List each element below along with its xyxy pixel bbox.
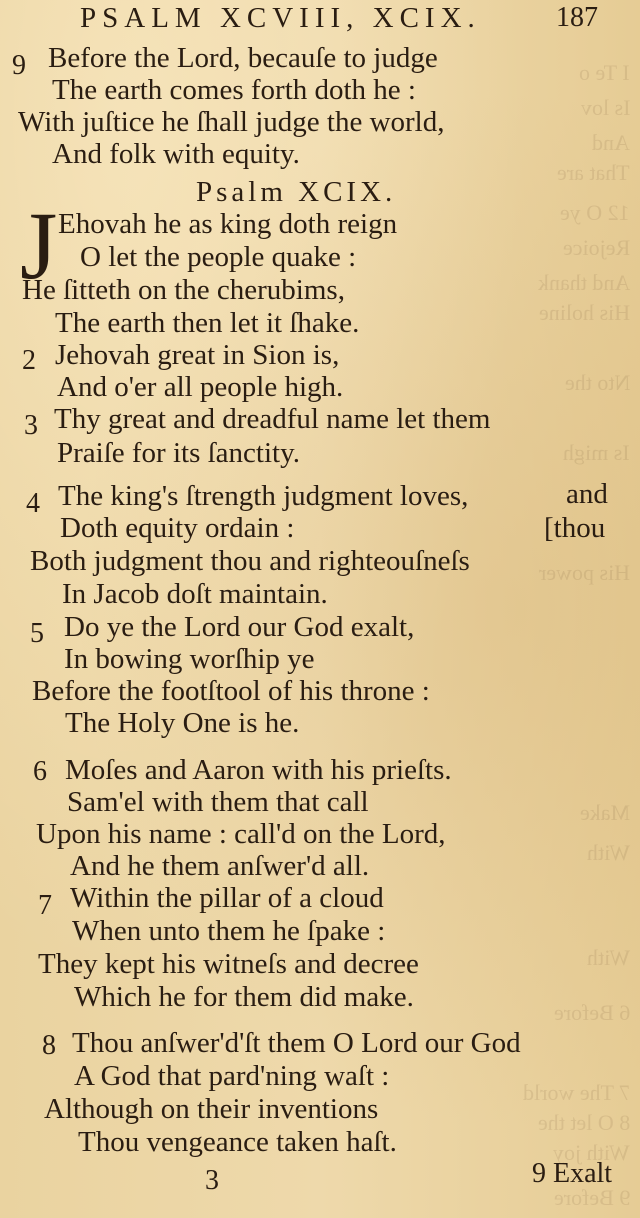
verse-line: They kept his witneſs and decree — [38, 948, 419, 980]
verse-line: Before the footſtool of his throne : — [32, 675, 430, 707]
verse-line: A God that pard'ning waſt : — [74, 1060, 390, 1092]
verse-number: 9 — [12, 50, 26, 81]
verse-line: Thy great and dreadful name let them — [54, 403, 491, 435]
verse-number: 6 — [33, 756, 47, 787]
signature-mark: 3 — [205, 1165, 219, 1196]
verse-line: And o'er all people high. — [57, 371, 344, 403]
verse-line: Before the Lord, becauſe to judge — [48, 42, 438, 74]
verse-line: Upon his name : call'd on the Lord, — [36, 818, 446, 850]
verse-number: 7 — [38, 890, 52, 921]
verse-line: Moſes and Aaron with his prieſts. — [65, 754, 452, 786]
verse-line: When unto them he ſpake : — [72, 915, 386, 947]
verse-number: 3 — [24, 410, 38, 441]
verse-overflow: [thou — [544, 512, 606, 544]
verse-number: 5 — [30, 618, 44, 649]
verse-number: 4 — [26, 488, 40, 519]
verse-line: In bowing worſhip ye — [64, 643, 315, 675]
verse-line: Do ye the Lord our God exalt, — [64, 611, 415, 643]
catchword: 9 Exalt — [532, 1158, 613, 1189]
verse-line: With juſtice he ſhall judge the world, — [18, 106, 445, 138]
verse-line: Praiſe for its ſanctity. — [57, 437, 300, 469]
verse-line: Doth equity ordain : — [60, 512, 295, 544]
drop-cap: J — [20, 192, 58, 299]
bleed-through-text: I Te o Is lov And That are 12 O ye Rejoice And thank His holine Nto the Is migh His power Make With With 6 Before 7 The world 8 O let the With joy 9 Before — [522, 60, 630, 1210]
verse-line: Thou anſwer'd'ſt them O Lord our God — [72, 1027, 521, 1059]
verse-line: Which he for them did make. — [74, 981, 414, 1013]
verse-line: The king's ſtrength judgment loves, — [58, 480, 469, 512]
verse-line: Although on their inventions — [44, 1093, 379, 1125]
verse-line: In Jacob doſt maintain. — [62, 578, 328, 610]
page-header — [0, 0, 640, 42]
verse-line: Sam'el with them that call — [67, 786, 369, 818]
verse-line: He ſitteth on the cherubims, — [22, 274, 345, 306]
verse-line: The Holy One is he. — [65, 707, 300, 739]
verse-line: And he them anſwer'd all. — [70, 850, 370, 882]
verse-number: 2 — [22, 345, 36, 376]
verse-line: Jehovah great in Sion is, — [55, 339, 340, 371]
verse-line: Thou vengeance taken haſt. — [78, 1126, 397, 1158]
verse-line: And folk with equity. — [52, 138, 300, 170]
verse-overflow: and — [566, 478, 608, 510]
verse-line: The earth then let it ſhake. — [55, 307, 360, 339]
verse-line: Within the pillar of a cloud — [70, 882, 384, 914]
verse-number: 8 — [42, 1030, 56, 1061]
verse-line: Both judgment thou and righteouſneſs — [30, 545, 470, 577]
running-head: PSALM XCVIII, XCIX. — [80, 2, 481, 34]
verse-line: Ehovah he as king doth reign — [58, 208, 398, 240]
verse-line: O let the people quake : — [80, 241, 357, 273]
verse-line: The earth comes forth doth he : — [52, 74, 416, 106]
psalm-title: Psalm XCIX. — [196, 176, 397, 208]
page-number: 187 — [556, 2, 598, 33]
